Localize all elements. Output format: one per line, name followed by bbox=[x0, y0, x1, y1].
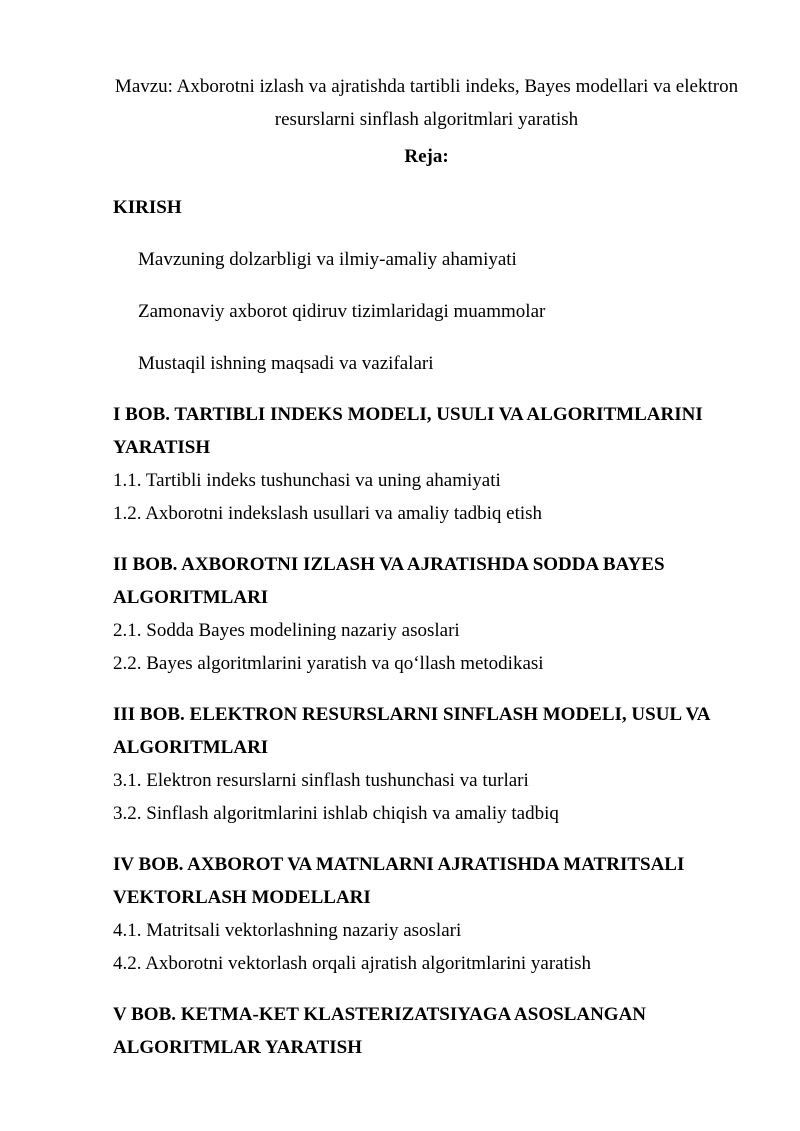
document-title-line-2: resurslarni sinflash algoritmlari yaratish bbox=[274, 109, 579, 130]
chapter-1-item-1: 1.1. Tartibli indeks tushunchasi va uning ahamiyati bbox=[113, 470, 501, 491]
chapter-4-heading: IV BOB. AXBOROT VA MATNLARNI AJRATISHDA MATRITSALI VEKTORLASH MODELLARI bbox=[113, 854, 685, 908]
chapter-4-item-2: 4.2. Axborotni vektorlash orqali ajratish algoritmlarini yaratish bbox=[113, 953, 592, 974]
intro-item-2: Zamonaviy axborot qidiruv tizimlaridagi muammolar bbox=[138, 301, 546, 322]
chapter-1-heading: I BOB. TARTIBLI INDEKS MODELI, USULI VA ALGORITMLARINI YARATISH bbox=[113, 404, 703, 458]
chapter-3-item-1: 3.1. Elektron resurslarni sinflash tushunchasi va turlari bbox=[113, 770, 529, 791]
chapter-3-heading: III BOB. ELEKTRON RESURSLARNI SINFLASH MODELI, USUL VA ALGORITMLARI bbox=[113, 704, 710, 758]
chapter-5-heading: V BOB. KETMA-KET KLASTERIZATSIYAGA ASOSLANGAN ALGORITMLAR YARATISH bbox=[113, 1004, 647, 1058]
chapter-2-item-2: 2.2. Bayes algoritmlarini yaratish va qo‘llash metodikasi bbox=[113, 653, 544, 674]
chapter-4-item-1: 4.1. Matritsali vektorlashning nazariy asoslari bbox=[113, 920, 462, 941]
chapter-2-item-1: 2.1. Sodda Bayes modelining nazariy asoslari bbox=[113, 620, 460, 641]
intro-item-1: Mavzuning dolzarbligi va ilmiy-amaliy ahamiyati bbox=[138, 249, 517, 270]
intro-item-3: Mustaqil ishning maqsadi va vazifalari bbox=[138, 353, 434, 374]
intro-heading: KIRISH bbox=[113, 197, 182, 218]
chapter-3-item-2: 3.2. Sinflash algoritmlarini ishlab chiqish va amaliy tadbiq bbox=[113, 803, 559, 824]
chapter-2-heading: II BOB. AXBOROTNI IZLASH VA AJRATISHDA SODDA BAYES ALGORITMLARI bbox=[113, 554, 665, 608]
document-title-line-1: Mavzu: Axborotni izlash va ajratishda tartibli indeks, Bayes modellari va elektron bbox=[114, 76, 739, 97]
chapter-1-item-2: 1.2. Axborotni indekslash usullari va amaliy tadbiq etish bbox=[113, 503, 543, 524]
plan-label: Reja: bbox=[404, 146, 449, 167]
